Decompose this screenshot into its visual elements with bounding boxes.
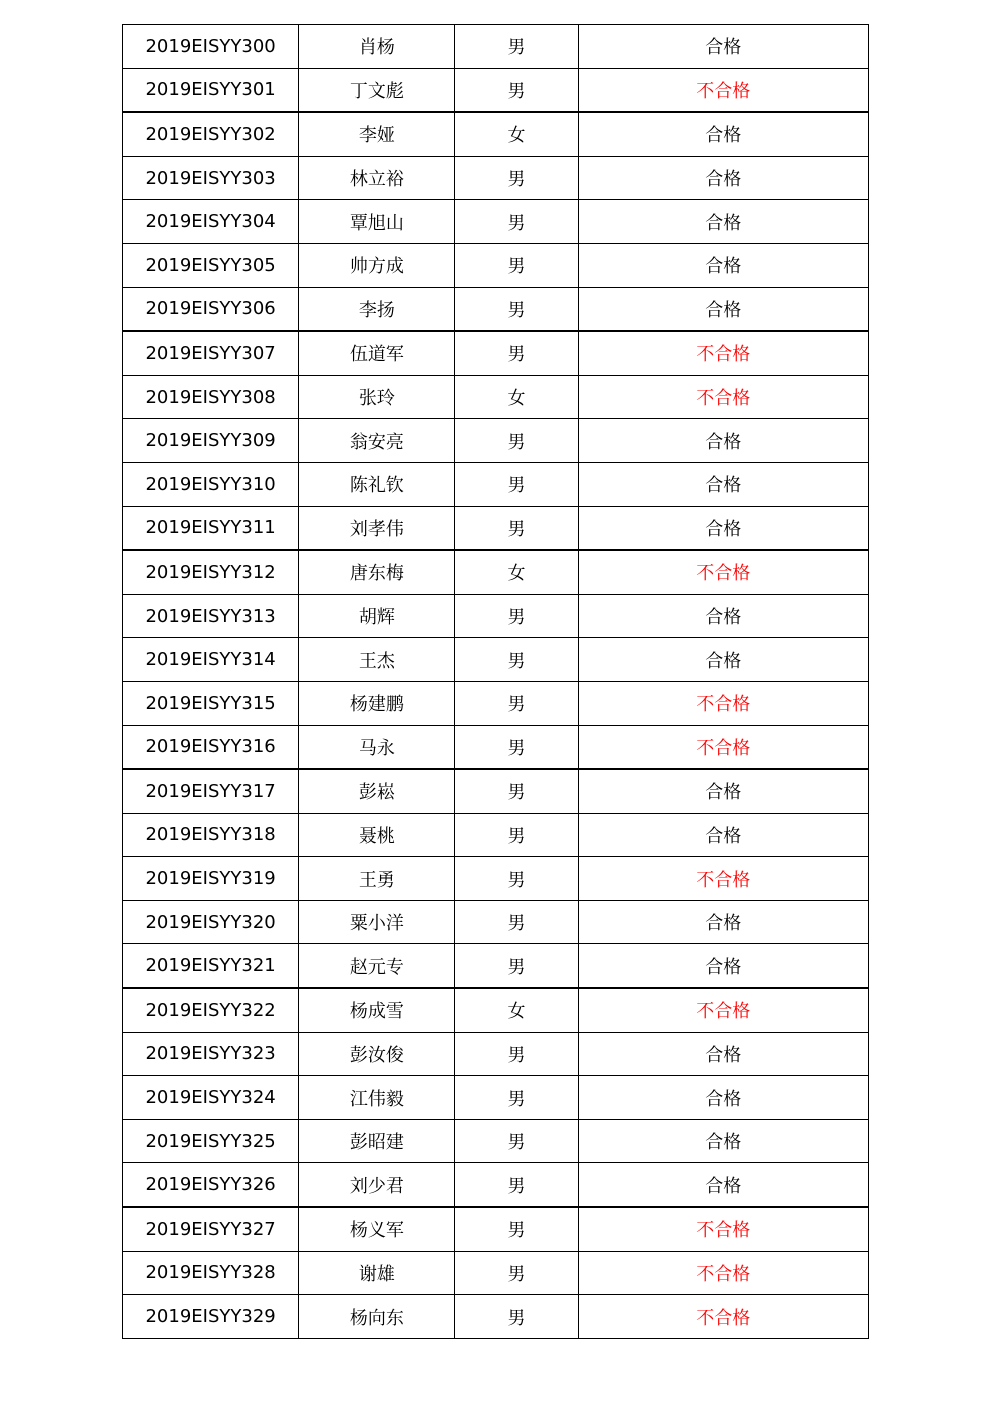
student-id-cell: 2019EISYY326 [123, 1163, 299, 1207]
result-cell: 合格 [578, 200, 868, 244]
student-gender-cell: 女 [455, 375, 578, 419]
table-row [123, 375, 869, 419]
student-name-cell: 杨向东 [299, 1295, 455, 1339]
student-id-cell: 2019EISYY329 [123, 1295, 299, 1339]
result-cell: 合格 [578, 1163, 868, 1207]
student-name-cell: 肖杨 [299, 25, 455, 69]
table-row [123, 156, 869, 200]
student-id-cell: 2019EISYY325 [123, 1119, 299, 1163]
student-gender-cell: 男 [455, 462, 578, 506]
result-cell: 合格 [578, 813, 868, 857]
student-name-cell: 唐东梅 [299, 550, 455, 594]
student-id-cell: 2019EISYY312 [123, 550, 299, 594]
table-row [123, 506, 869, 550]
student-id-cell: 2019EISYY315 [123, 681, 299, 725]
student-gender-cell: 男 [455, 156, 578, 200]
student-name-cell: 伍道军 [299, 331, 455, 375]
student-id-cell: 2019EISYY328 [123, 1251, 299, 1295]
table-row [123, 944, 869, 988]
student-name-cell: 杨建鹏 [299, 681, 455, 725]
result-cell: 合格 [578, 462, 868, 506]
table-row [123, 988, 869, 1032]
student-name-cell: 李扬 [299, 287, 455, 331]
student-name-cell: 胡辉 [299, 594, 455, 638]
student-gender-cell: 男 [455, 68, 578, 112]
result-cell: 不合格 [578, 1295, 868, 1339]
results-table [122, 24, 869, 1339]
student-name-cell: 赵元专 [299, 944, 455, 988]
student-id-cell: 2019EISYY300 [123, 25, 299, 69]
student-gender-cell: 男 [455, 638, 578, 682]
student-id-cell: 2019EISYY322 [123, 988, 299, 1032]
student-id-cell: 2019EISYY316 [123, 725, 299, 769]
student-name-cell: 粟小洋 [299, 900, 455, 944]
table-row [123, 287, 869, 331]
student-name-cell: 谢雄 [299, 1251, 455, 1295]
student-name-cell: 彭汝俊 [299, 1032, 455, 1076]
student-gender-cell: 男 [455, 1295, 578, 1339]
result-cell: 合格 [578, 769, 868, 813]
result-cell: 合格 [578, 25, 868, 69]
student-name-cell: 彭昭建 [299, 1119, 455, 1163]
student-gender-cell: 男 [455, 1163, 578, 1207]
student-name-cell: 王勇 [299, 857, 455, 901]
result-cell: 合格 [578, 112, 868, 156]
result-cell: 合格 [578, 156, 868, 200]
table-row [123, 725, 869, 769]
result-cell: 合格 [578, 1032, 868, 1076]
student-id-cell: 2019EISYY303 [123, 156, 299, 200]
result-cell: 不合格 [578, 331, 868, 375]
student-gender-cell: 女 [455, 112, 578, 156]
student-name-cell: 李娅 [299, 112, 455, 156]
table-row [123, 1251, 869, 1295]
student-name-cell: 林立裕 [299, 156, 455, 200]
student-id-cell: 2019EISYY319 [123, 857, 299, 901]
student-gender-cell: 女 [455, 988, 578, 1032]
result-cell: 不合格 [578, 68, 868, 112]
student-id-cell: 2019EISYY318 [123, 813, 299, 857]
student-gender-cell: 男 [455, 1207, 578, 1251]
table-row [123, 331, 869, 375]
table-row [123, 681, 869, 725]
result-cell: 合格 [578, 506, 868, 550]
student-name-cell: 张玲 [299, 375, 455, 419]
table-row [123, 112, 869, 156]
student-name-cell: 陈礼钦 [299, 462, 455, 506]
result-cell: 不合格 [578, 857, 868, 901]
result-cell: 合格 [578, 1119, 868, 1163]
result-cell: 不合格 [578, 1207, 868, 1251]
student-id-cell: 2019EISYY302 [123, 112, 299, 156]
table-row [123, 200, 869, 244]
table-row [123, 550, 869, 594]
table-row [123, 1119, 869, 1163]
student-name-cell: 王杰 [299, 638, 455, 682]
student-id-cell: 2019EISYY317 [123, 769, 299, 813]
table-row [123, 1163, 869, 1207]
table-row [123, 857, 869, 901]
student-id-cell: 2019EISYY304 [123, 200, 299, 244]
student-name-cell: 丁文彪 [299, 68, 455, 112]
table-row [123, 1207, 869, 1251]
student-name-cell: 刘孝伟 [299, 506, 455, 550]
student-id-cell: 2019EISYY314 [123, 638, 299, 682]
result-cell: 不合格 [578, 681, 868, 725]
student-gender-cell: 男 [455, 594, 578, 638]
student-name-cell: 杨成雪 [299, 988, 455, 1032]
result-cell: 不合格 [578, 988, 868, 1032]
student-gender-cell: 男 [455, 419, 578, 463]
student-id-cell: 2019EISYY308 [123, 375, 299, 419]
table-row [123, 68, 869, 112]
result-cell: 合格 [578, 900, 868, 944]
student-id-cell: 2019EISYY320 [123, 900, 299, 944]
student-gender-cell: 女 [455, 550, 578, 594]
student-gender-cell: 男 [455, 725, 578, 769]
student-id-cell: 2019EISYY313 [123, 594, 299, 638]
student-gender-cell: 男 [455, 506, 578, 550]
result-cell: 不合格 [578, 375, 868, 419]
table-row [123, 25, 869, 69]
student-name-cell: 彭崧 [299, 769, 455, 813]
student-id-cell: 2019EISYY309 [123, 419, 299, 463]
student-name-cell: 帅方成 [299, 243, 455, 287]
result-cell: 不合格 [578, 725, 868, 769]
student-gender-cell: 男 [455, 813, 578, 857]
table-row [123, 594, 869, 638]
result-cell: 合格 [578, 638, 868, 682]
result-cell: 不合格 [578, 550, 868, 594]
student-name-cell: 马永 [299, 725, 455, 769]
student-id-cell: 2019EISYY310 [123, 462, 299, 506]
table-row [123, 243, 869, 287]
results-table-body [123, 25, 869, 1339]
student-gender-cell: 男 [455, 243, 578, 287]
student-id-cell: 2019EISYY324 [123, 1076, 299, 1120]
student-gender-cell: 男 [455, 681, 578, 725]
result-cell: 合格 [578, 287, 868, 331]
table-row [123, 419, 869, 463]
student-name-cell: 杨义军 [299, 1207, 455, 1251]
table-row [123, 1295, 869, 1339]
student-gender-cell: 男 [455, 769, 578, 813]
student-id-cell: 2019EISYY327 [123, 1207, 299, 1251]
table-row [123, 900, 869, 944]
student-name-cell: 江伟毅 [299, 1076, 455, 1120]
student-gender-cell: 男 [455, 25, 578, 69]
student-gender-cell: 男 [455, 331, 578, 375]
table-row [123, 1032, 869, 1076]
student-id-cell: 2019EISYY311 [123, 506, 299, 550]
student-id-cell: 2019EISYY305 [123, 243, 299, 287]
table-row [123, 462, 869, 506]
student-gender-cell: 男 [455, 1119, 578, 1163]
student-id-cell: 2019EISYY306 [123, 287, 299, 331]
student-gender-cell: 男 [455, 1251, 578, 1295]
table-row [123, 638, 869, 682]
student-name-cell: 刘少君 [299, 1163, 455, 1207]
result-cell: 合格 [578, 1076, 868, 1120]
result-cell: 不合格 [578, 1251, 868, 1295]
student-gender-cell: 男 [455, 944, 578, 988]
student-id-cell: 2019EISYY323 [123, 1032, 299, 1076]
student-name-cell: 覃旭山 [299, 200, 455, 244]
student-id-cell: 2019EISYY321 [123, 944, 299, 988]
student-id-cell: 2019EISYY301 [123, 68, 299, 112]
result-cell: 合格 [578, 944, 868, 988]
student-gender-cell: 男 [455, 1032, 578, 1076]
student-gender-cell: 男 [455, 857, 578, 901]
student-gender-cell: 男 [455, 900, 578, 944]
student-gender-cell: 男 [455, 287, 578, 331]
table-row [123, 813, 869, 857]
table-row [123, 1076, 869, 1120]
result-cell: 合格 [578, 594, 868, 638]
student-gender-cell: 男 [455, 200, 578, 244]
student-name-cell: 翁安亮 [299, 419, 455, 463]
student-name-cell: 聂桃 [299, 813, 455, 857]
student-gender-cell: 男 [455, 1076, 578, 1120]
table-row [123, 769, 869, 813]
result-cell: 合格 [578, 243, 868, 287]
result-cell: 合格 [578, 419, 868, 463]
student-id-cell: 2019EISYY307 [123, 331, 299, 375]
